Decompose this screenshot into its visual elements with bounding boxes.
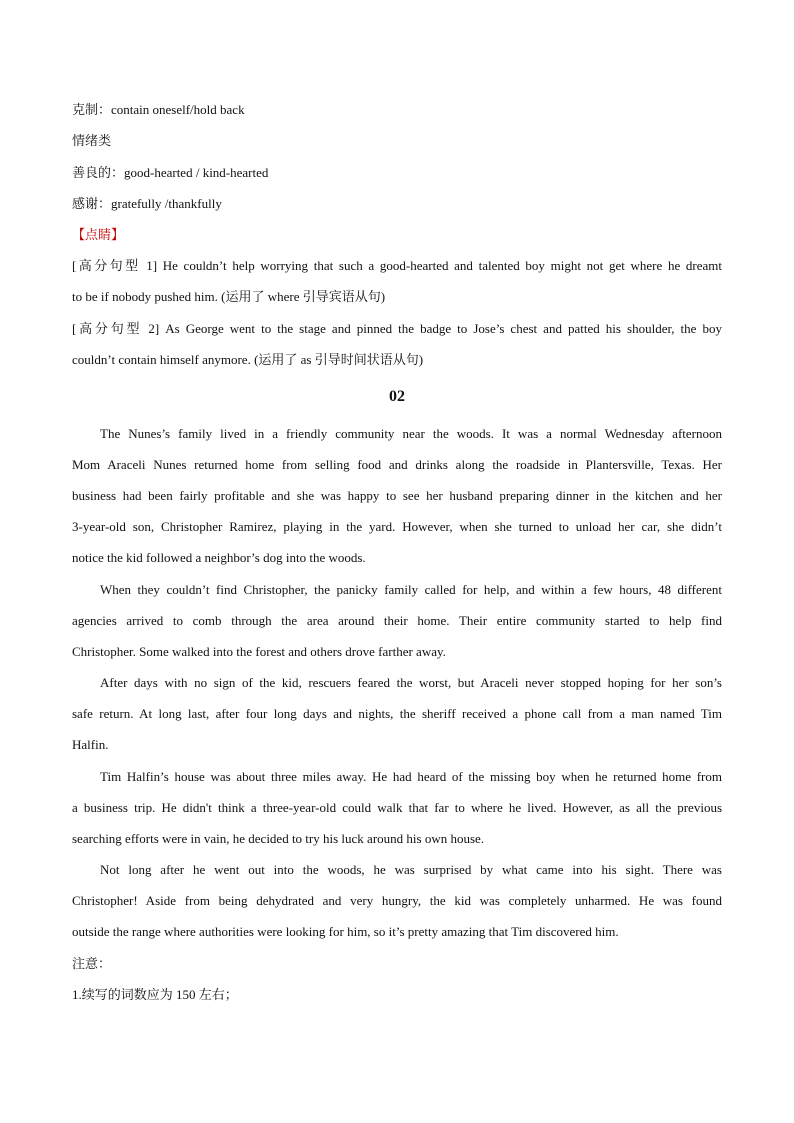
highlight-sentence-2 <box>72 320 722 382</box>
text-line: safe return. At long last, after four long days and nights, the sheriff received a phone call from a man named Tim <box>72 706 722 721</box>
highlight-sentence-1 <box>72 257 722 319</box>
text-line: a business trip. He didn't think a three-year-old could walk that far to where he lived. However, as all the previous <box>72 800 722 815</box>
text-line: to be if nobody pushed him. (运用了 where 引导宾语从句) <box>72 289 386 304</box>
vocab-gratefully: 感谢：gratefully /thankfully <box>72 196 222 211</box>
text-line: The Nunes’s family lived in a friendly community near the woods. It was a normal Wednesday afternoon <box>100 426 722 441</box>
story-paragraph-5 <box>72 861 722 954</box>
text-line: outside the range where authorities were looking for him, so it’s pretty amazing that Tim discovered him. <box>72 924 619 939</box>
text-line: Halfin. <box>72 737 109 752</box>
highlight-heading: 【点睛】 <box>72 227 125 242</box>
vocab-category-emotion: 情绪类 <box>72 133 112 148</box>
text-line: Tim Halfin’s house was about three miles away. He had heard of the missing boy when he returned home from <box>100 769 722 784</box>
notes-heading: 注意： <box>72 956 112 971</box>
story-paragraph-2 <box>72 581 722 674</box>
text-line: After days with no sign of the kid, rescuers feared the worst, but Araceli never stopped hoping for her son’s <box>100 675 722 690</box>
story-paragraph-4 <box>72 768 722 861</box>
text-line: Christopher. Some walked into the forest and others drove farther away. <box>72 644 446 659</box>
text-line: Not long after he went out into the woods, he was surprised by what came into his sight. There was <box>100 862 722 877</box>
story-paragraph-3 <box>72 674 722 767</box>
section-title: 02 <box>389 388 405 405</box>
text-line: searching efforts were in vain, he decided to try his luck around his own house. <box>72 831 485 846</box>
text-line: Christopher! Aside from being dehydrated and very hungry, the kid was completely unharmed. He was found <box>72 893 722 908</box>
text-line: business had been fairly profitable and she was happy to see her husband preparing dinner in the kitchen and her <box>72 488 722 503</box>
story-paragraph-1 <box>72 425 722 580</box>
text-line: Mom Araceli Nunes returned home from selling food and drinks along the roadside in Plantersville, Texas. Her <box>72 457 722 472</box>
text-line: notice the kid followed a neighbor’s dog into the woods. <box>72 550 366 565</box>
text-line: [高分句型 1] He couldn’t help worrying that such a good-hearted and talented boy might not get where he dreamt <box>72 258 722 273</box>
text-line: agencies arrived to comb through the area around their home. Their entire community started to help find <box>72 613 722 628</box>
text-line: [高分句型 2] As George went to the stage and pinned the badge to Jose’s chest and patted his shoulder, the boy <box>72 321 722 336</box>
text-line: When they couldn’t find Christopher, the panicky family called for help, and within a few hours, 48 different <box>100 582 722 597</box>
vocab-contain-oneself: 克制：contain oneself/hold back <box>72 102 245 117</box>
vocab-good-hearted: 善良的：good-hearted / kind-hearted <box>72 165 269 180</box>
text-line: couldn’t contain himself anymore. (运用了 as 引导时间状语从句) <box>72 352 424 367</box>
notes-item-1: 1.续写的词数应为 150 左右； <box>72 987 238 1002</box>
text-line: 3-year-old son, Christopher Ramirez, playing in the yard. However, when she turned to unload her car, she didn’t <box>72 519 722 534</box>
